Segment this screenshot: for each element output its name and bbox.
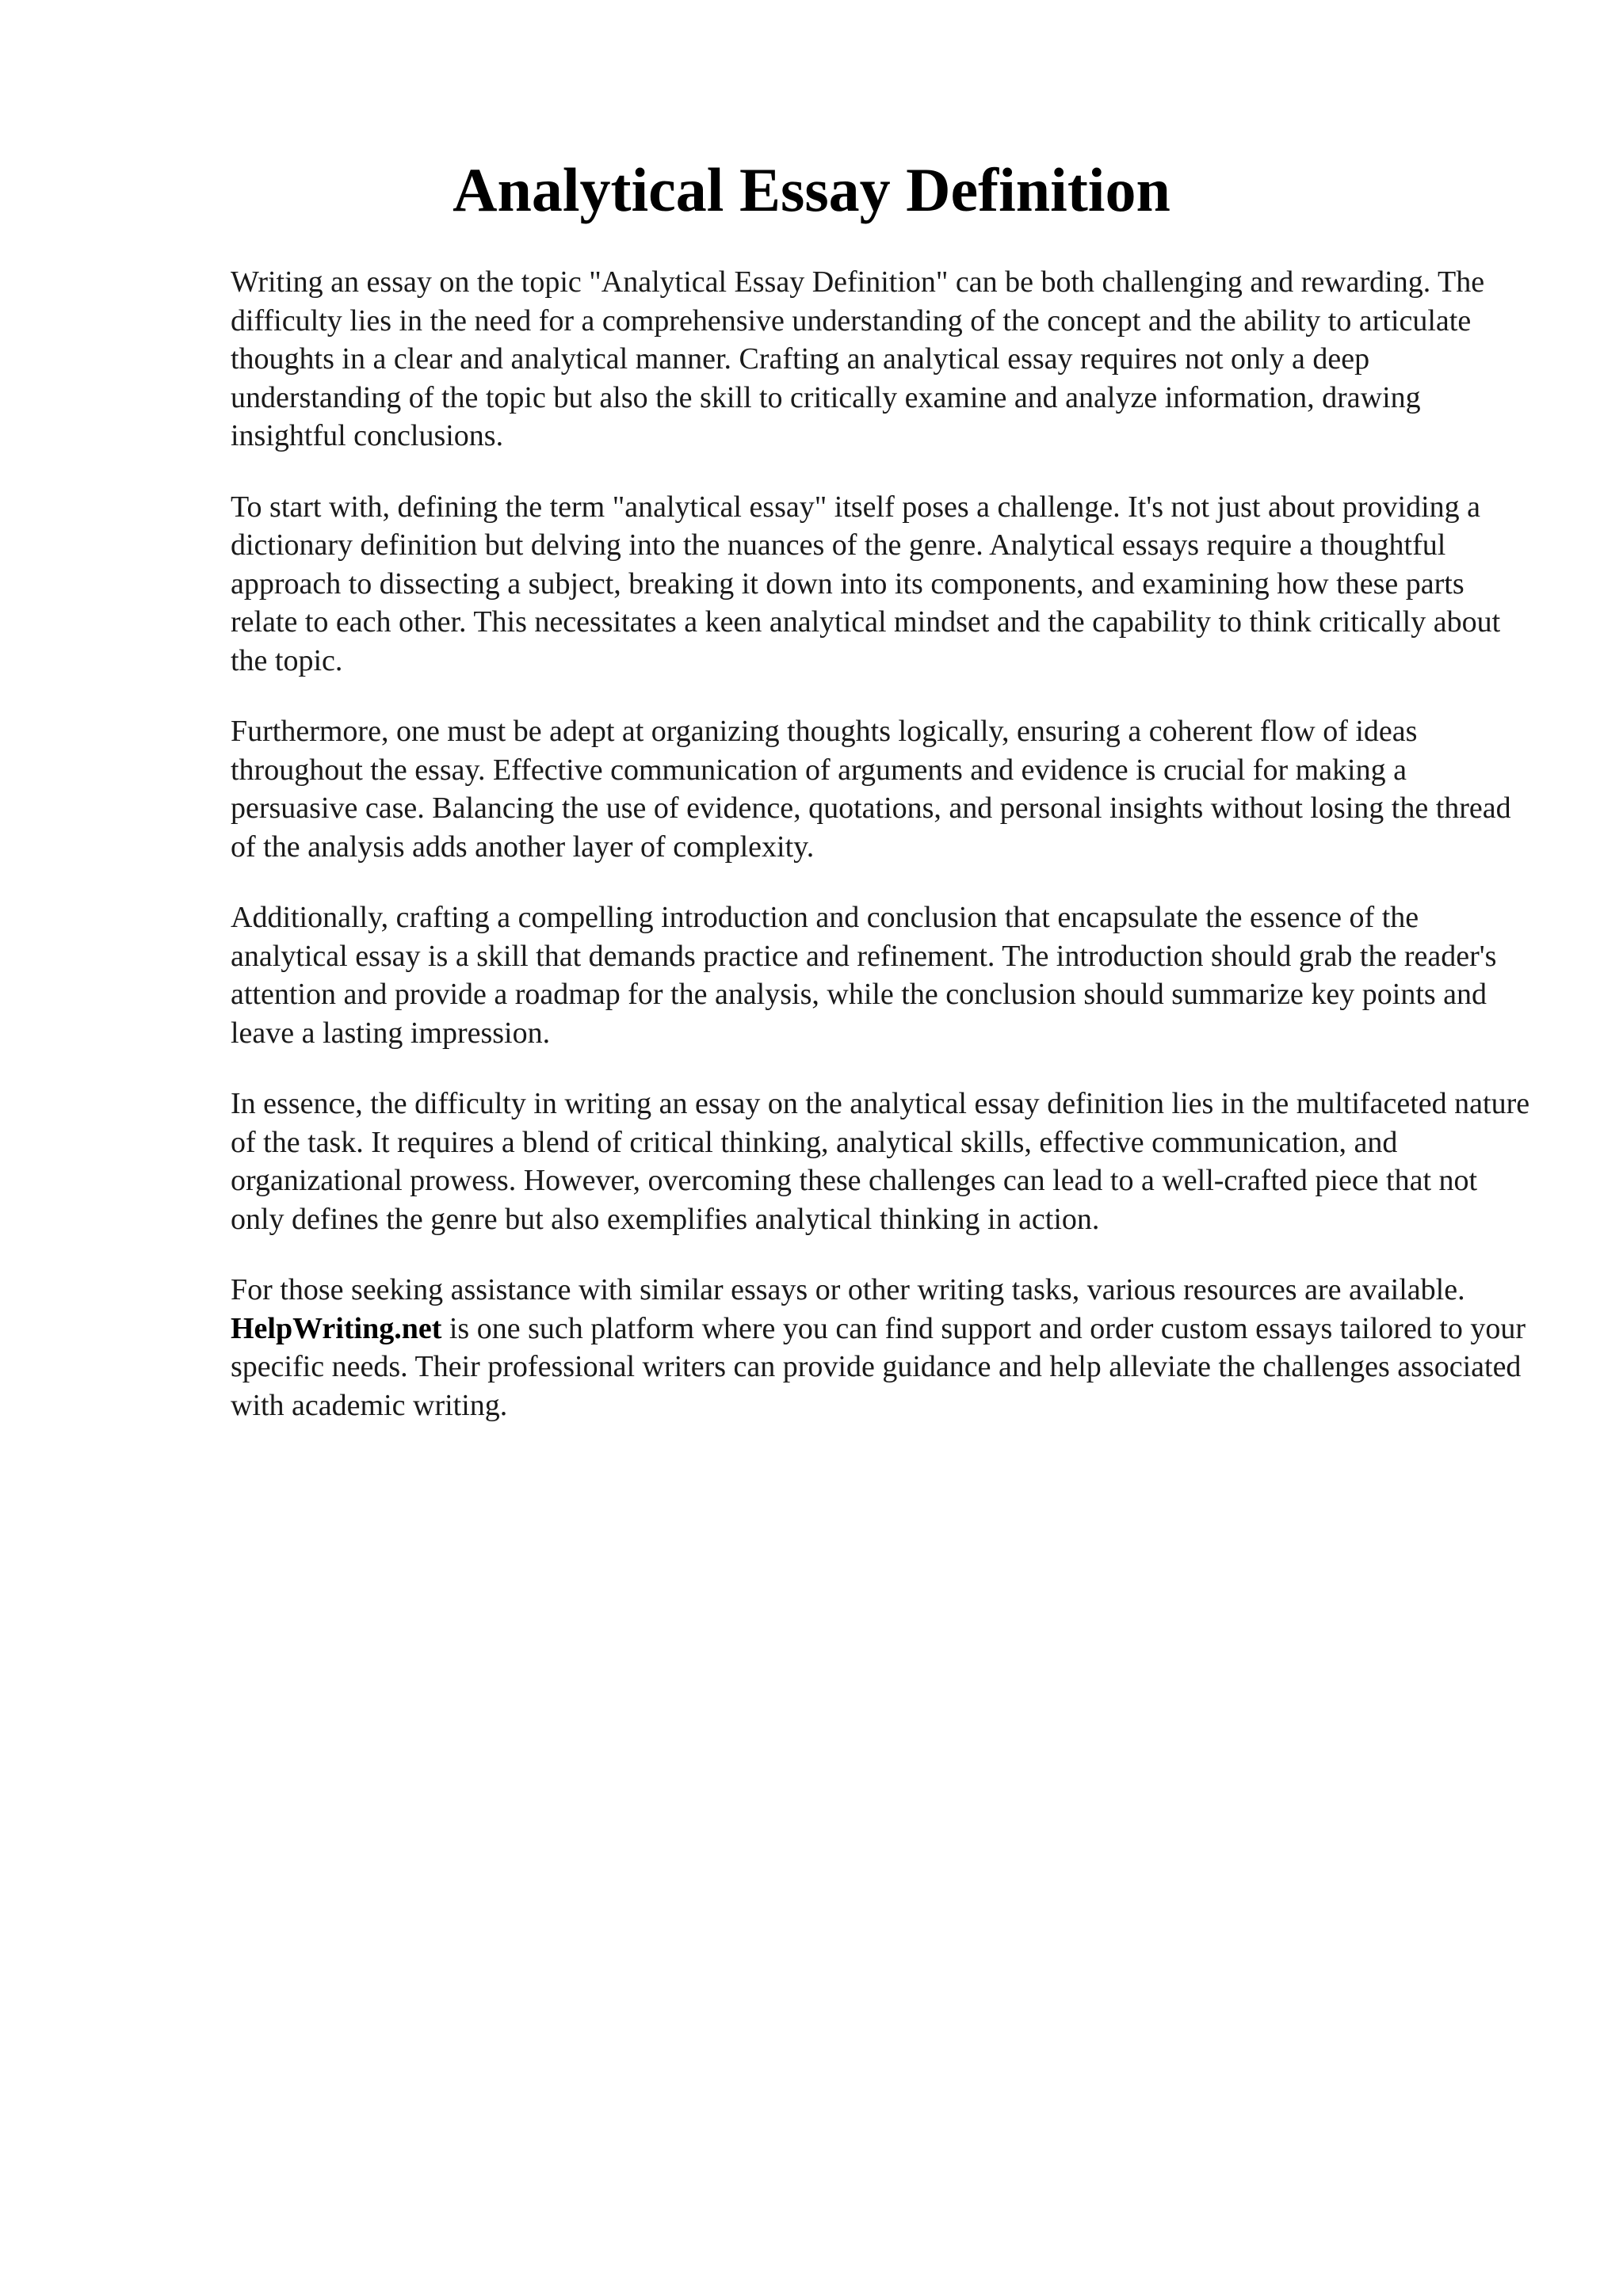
paragraph-6 xyxy=(231,1271,1530,1425)
helpwriting-link[interactable]: HelpWriting.net xyxy=(231,1311,442,1345)
paragraph-5: In essence, the difficulty in writing an essay on the analytical essay definition lies in the multifaceted nature of the task. It requires a blend of critical thinking, analytical skills, effective communication, and organizational prowess. However, overcoming these challenges can lead to a well-crafted piece that not only defines the genre but also exemplifies analytical thinking in action. xyxy=(231,1087,1530,1236)
page-title: Analytical Essay Definition xyxy=(453,155,1170,224)
document-body xyxy=(231,263,1530,1457)
paragraph-2: To start with, defining the term "analytical essay" itself poses a challenge. It's not just about providing a dictionary definition but delving into the nuances of the genre. Analytical essays require a thoughtful approach to dissecting a subject, breaking it down into its components, and examining how these parts relate to each other. This necessitates a keen analytical mindset and the capability to think critically about the topic. xyxy=(231,490,1501,677)
paragraph-1: Writing an essay on the topic "Analytical Essay Definition" can be both challenging and rewarding. The difficulty lies in the need for a comprehensive understanding of the concept and the ability to articulate thoughts in a clear and analytical manner. Crafting an analytical essay requires not only a deep understanding of the topic but also the skill to critically examine and analyze information, drawing insightful conclusions. xyxy=(231,265,1485,452)
paragraph-6-text-start: For those seeking assistance with similar essays or other writing tasks, various resources are available. xyxy=(231,1273,1465,1306)
paragraph-4: Additionally, crafting a compelling introduction and conclusion that encapsulate the essence of the analytical essay is a skill that demands practice and refinement. The introduction should grab the reader's attention and provide a roadmap for the analysis, while the conclusion should summarize key points and leave a lasting impression. xyxy=(231,901,1497,1050)
paragraph-6-text-end: is one such platform where you can find support and order custom essays tailored to your specific needs. Their professional writers can provide guidance and help alleviate the challenges associated with academic writing. xyxy=(231,1311,1526,1422)
paragraph-3: Furthermore, one must be adept at organizing thoughts logically, ensuring a coherent flow of ideas throughout the essay. Effective communication of arguments and evidence is crucial for making a persuasive case. Balancing the use of evidence, quotations, and personal insights without losing the thread of the analysis adds another layer of complexity. xyxy=(231,715,1511,864)
